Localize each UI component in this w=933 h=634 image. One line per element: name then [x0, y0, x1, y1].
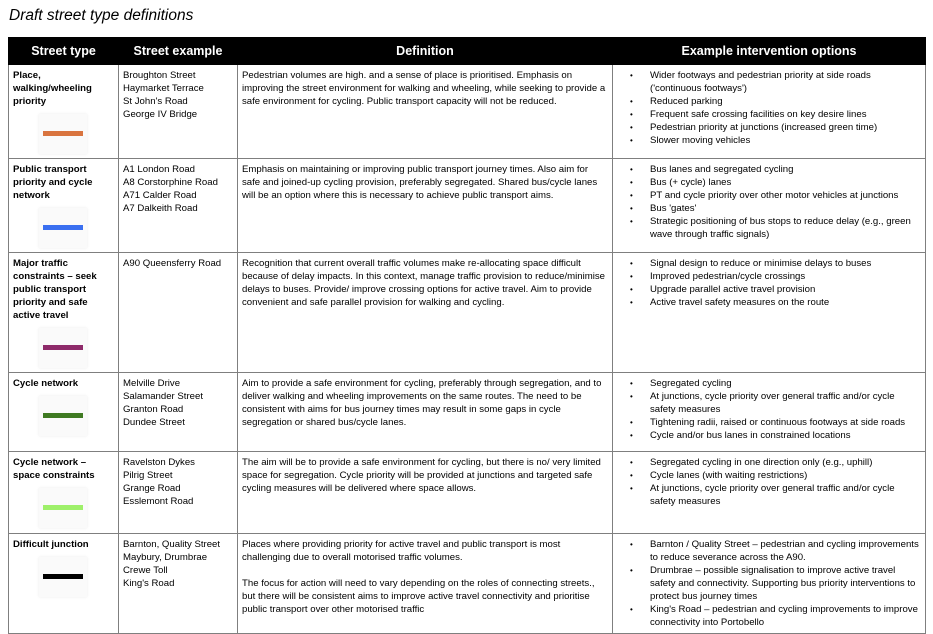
- legend-swatch-box: [39, 328, 87, 368]
- street-type-cell: [9, 452, 119, 534]
- legend-line-swatch: [43, 225, 83, 230]
- intervention-item: • Barnton / Quality Street – pedestrian and cycling improvements to reduce severance across the A90.: [617, 538, 921, 564]
- intervention-item: • Tightening radii, raised or continuous footways at side roads: [617, 416, 921, 429]
- intervention-list: [617, 163, 921, 241]
- intervention-item: • Strategic positioning of bus stops to reduce delay (e.g., green wave through traffic signals): [617, 215, 921, 241]
- definition-cell: [238, 534, 613, 634]
- legend-line-swatch: [43, 131, 83, 136]
- table-body: [9, 65, 926, 634]
- intervention-item: • Frequent safe crossing facilities on key desire lines: [617, 108, 921, 121]
- legend-swatch-box: [39, 488, 87, 528]
- intervention-list: [617, 257, 921, 309]
- intervention-item: • Reduced parking: [617, 95, 921, 108]
- definition-cell: [238, 159, 613, 253]
- definition-text: The focus for action will need to vary depending on the roles of connecting streets., but there will be consistent aims to improve active travel connectivity and prioritise public transport over other motorised traffic: [242, 578, 595, 615]
- intervention-item: • Upgrade parallel active travel provision: [617, 283, 921, 296]
- street-example: Melville Drive: [123, 378, 181, 389]
- intervention-item: • King's Road – pedestrian and cycling improvements to improve connectivity into Portobello: [617, 603, 921, 629]
- intervention-item: • Pedestrian priority at junctions (increased green time): [617, 121, 921, 134]
- legend-line-swatch: [43, 574, 83, 579]
- interventions-cell: [613, 373, 926, 452]
- table-row: [9, 253, 926, 373]
- definition-text: Emphasis on maintaining or improving public transport journey times. Also aim for safe and joined-up cycling provision, preferably segregated. Shared bus/cycle lanes will be an option where this is necessary to achieve public transport aims.: [242, 164, 598, 201]
- intervention-item: • Cycle and/or bus lanes in constrained locations: [617, 429, 921, 442]
- street-type-name: Place, walking/wheeling priority: [13, 70, 92, 107]
- street-example: A1 London Road: [123, 164, 196, 175]
- street-type-name: Public transport priority and cycle network: [13, 164, 93, 201]
- street-example: Pilrig Street: [123, 470, 173, 481]
- street-example: A7 Dalkeith Road: [123, 203, 198, 214]
- definition-cell: [238, 452, 613, 534]
- street-example: A90 Queensferry Road: [123, 258, 222, 269]
- intervention-item: • PT and cycle priority over other motor vehicles at junctions: [617, 189, 921, 202]
- table-row: [9, 159, 926, 253]
- street-type-cell: [9, 159, 119, 253]
- table-row: [9, 65, 926, 159]
- definition-text: Aim to provide a safe environment for cycling, preferably through segregation, and to deliver walking and wheeling improvements on the same routes. The need to be consistent with aims for bus journey times may result in some gaps in cycle segregation or shared bus/cycle lanes.: [242, 378, 602, 428]
- intervention-item: • Bus (+ cycle) lanes: [617, 176, 921, 189]
- definition-text: Places where providing priority for active travel and public transport is most challenging due to overall motorised traffic volumes.: [242, 539, 561, 563]
- interventions-cell: [613, 159, 926, 253]
- street-example: Haymarket Terrace: [123, 83, 204, 94]
- table-row: [9, 373, 926, 452]
- street-example: St John's Road: [123, 96, 188, 107]
- intervention-item: • At junctions, cycle priority over general traffic and/or cycle safety measures: [617, 482, 921, 508]
- legend-swatch-box: [39, 396, 87, 436]
- intervention-list: [617, 456, 921, 508]
- street-type-cell: [9, 65, 119, 159]
- document-title: Draft street type definitions: [9, 7, 194, 24]
- street-example: Dundee Street: [123, 417, 185, 428]
- street-type-name: Cycle network: [13, 378, 79, 389]
- definition-text: Pedestrian volumes are high. and a sense of place is prioritised. Emphasis on improving the street environment for walking and wheeling, while seeking to provide a safe environment for cycling. Public transport capacity will not be reduced.: [242, 70, 606, 107]
- street-type-cell: [9, 373, 119, 452]
- intervention-item: • Improved pedestrian/cycle crossings: [617, 270, 921, 283]
- column-header: Street type: [9, 38, 119, 65]
- definition-cell: [238, 253, 613, 373]
- street-example: Maybury, Drumbrae: [123, 552, 208, 563]
- definition-text: Recognition that current overall traffic volumes make re-allocating space difficult because of delay impacts. In this context, manage traffic provision to reduce/minimise delays to buses. Provide/ improve crossing options for active travel. Aim to provide convenient and safe parallel provision for walking and cycling.: [242, 258, 605, 308]
- intervention-item: • Drumbrae – possible signalisation to improve active travel safety and connectivity. Supporting bus priority interventions to protect bus journey times: [617, 564, 921, 603]
- street-type-table: [8, 37, 926, 634]
- street-example: Grange Road: [123, 483, 181, 494]
- definition-cell: [238, 65, 613, 159]
- intervention-list: [617, 377, 921, 442]
- street-example-cell: [119, 534, 238, 634]
- street-type-name: Major traffic constraints – seek public transport priority and safe active travel: [13, 258, 97, 321]
- street-example: A8 Corstorphine Road: [123, 177, 218, 188]
- definition-text: The aim will be to provide a safe environment for cycling, but there is no/ very limited space for segregation. Cycle priority will be provided at junctions and targeted safe cycling measures will be delivered where space allows.: [242, 457, 601, 494]
- legend-swatch-box: [39, 114, 87, 154]
- legend-line-swatch: [43, 413, 83, 418]
- street-type-cell: [9, 534, 119, 634]
- street-example: Esslemont Road: [123, 496, 194, 507]
- street-example-cell: [119, 65, 238, 159]
- intervention-item: • Bus 'gates': [617, 202, 921, 215]
- definition-cell: [238, 373, 613, 452]
- legend-swatch-box: [39, 557, 87, 597]
- interventions-cell: [613, 253, 926, 373]
- intervention-list: [617, 69, 921, 147]
- intervention-item: • Active travel safety measures on the route: [617, 296, 921, 309]
- street-example: Salamander Street: [123, 391, 203, 402]
- street-example-cell: [119, 159, 238, 253]
- street-example: Crewe Toll: [123, 565, 168, 576]
- legend-line-swatch: [43, 345, 83, 350]
- interventions-cell: [613, 534, 926, 634]
- intervention-list: [617, 538, 921, 629]
- interventions-cell: [613, 65, 926, 159]
- street-example: Barnton, Quality Street: [123, 539, 221, 550]
- street-example: Granton Road: [123, 404, 184, 415]
- table-row: [9, 452, 926, 534]
- street-example: King's Road: [123, 578, 175, 589]
- interventions-cell: [613, 452, 926, 534]
- intervention-item: • Bus lanes and segregated cycling: [617, 163, 921, 176]
- table-row: [9, 534, 926, 634]
- intervention-item: • At junctions, cycle priority over general traffic and/or cycle safety measures: [617, 390, 921, 416]
- street-type-cell: [9, 253, 119, 373]
- legend-line-swatch: [43, 505, 83, 510]
- intervention-item: • Signal design to reduce or minimise delays to buses: [617, 257, 921, 270]
- table-header-row: [9, 38, 926, 65]
- column-header: Definition: [238, 38, 613, 65]
- street-example: Broughton Street: [123, 70, 196, 81]
- intervention-item: • Slower moving vehicles: [617, 134, 921, 147]
- street-example: George IV Bridge: [123, 109, 198, 120]
- street-example: Ravelston Dykes: [123, 457, 195, 468]
- intervention-item: • Cycle lanes (with waiting restrictions): [617, 469, 921, 482]
- intervention-item: • Segregated cycling in one direction only (e.g., uphill): [617, 456, 921, 469]
- legend-swatch-box: [39, 208, 87, 248]
- street-type-name: Difficult junction: [13, 539, 89, 550]
- column-header: Street example: [119, 38, 238, 65]
- column-header: Example intervention options: [613, 38, 926, 65]
- intervention-item: • Wider footways and pedestrian priority at side roads ('continuous footways'): [617, 69, 921, 95]
- street-example-cell: [119, 253, 238, 373]
- street-type-name: Cycle network – space constraints: [13, 457, 95, 481]
- street-example: A71 Calder Road: [123, 190, 197, 201]
- street-example-cell: [119, 373, 238, 452]
- intervention-item: • Segregated cycling: [617, 377, 921, 390]
- street-example-cell: [119, 452, 238, 534]
